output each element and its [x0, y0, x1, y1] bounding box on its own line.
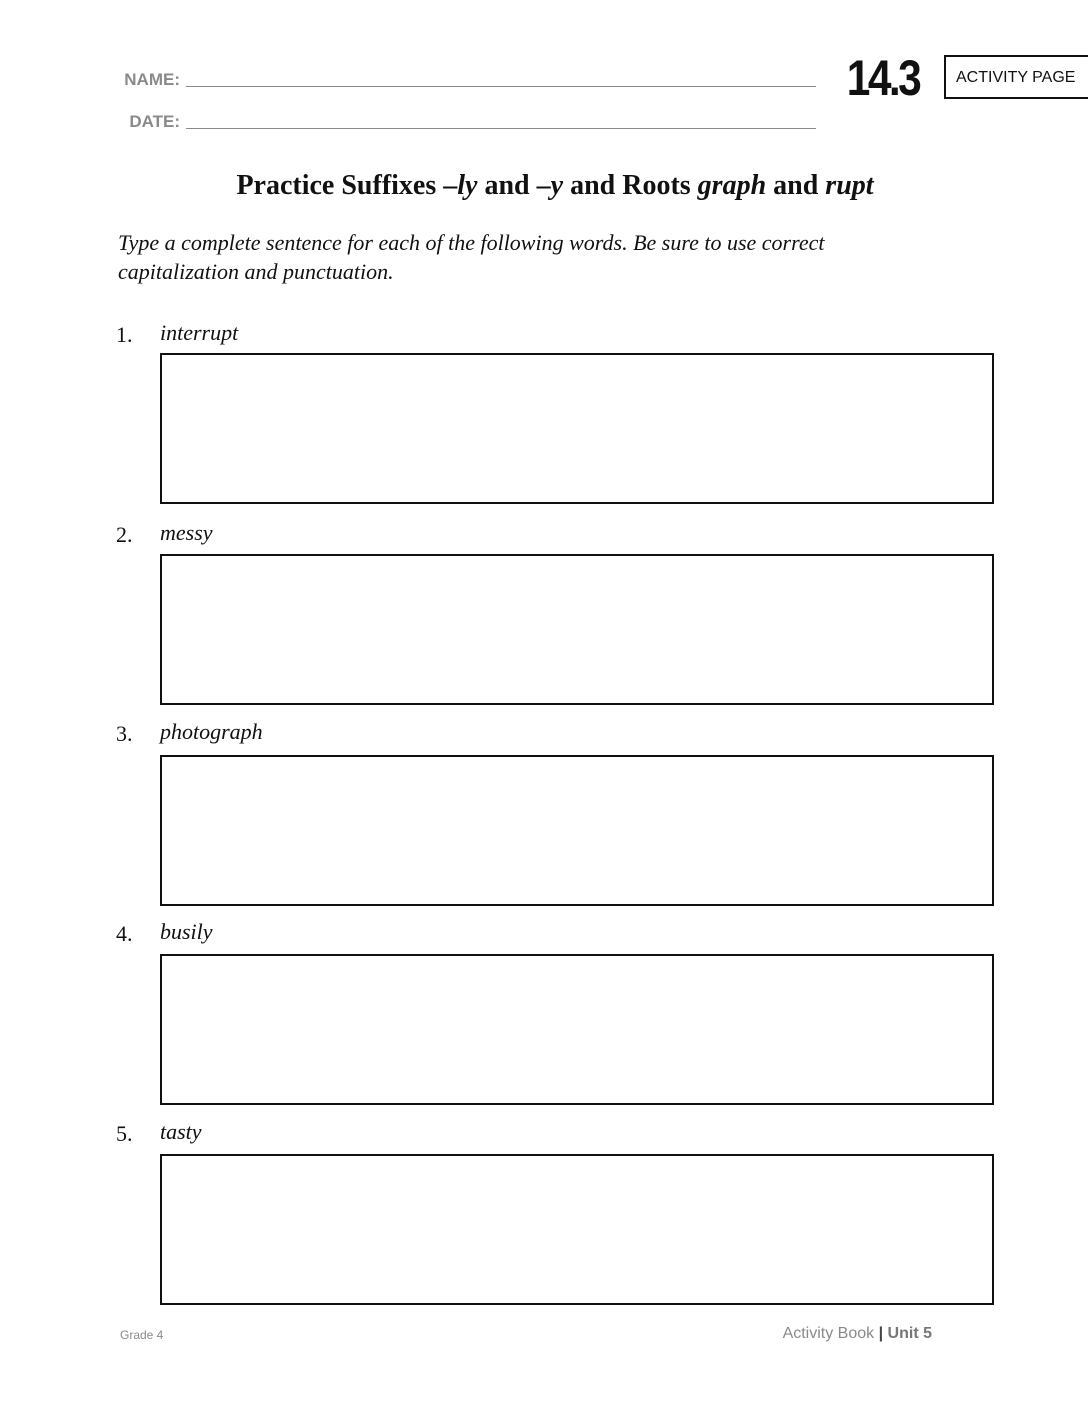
instructions: Type a complete sentence for each of the following words. Be sure to use correct capitalization and punctuation. [118, 230, 825, 284]
item-word: busily [160, 919, 213, 944]
date-label: DATE: [129, 112, 180, 131]
item-number: 3. [116, 721, 133, 746]
title-part: and – [477, 170, 551, 201]
title-root-graph: graph [697, 170, 767, 201]
title-part: Practice Suffixes – [236, 170, 458, 201]
item-number: 2. [116, 522, 133, 547]
title-part: and Roots [563, 170, 698, 201]
footer-grade: Grade 4 [120, 1328, 164, 1342]
activity-page-badge: ACTIVITY PAGE [944, 55, 1088, 99]
footer-book-unit [760, 1325, 932, 1343]
name-field-line[interactable] [186, 86, 816, 87]
answer-box-2[interactable] [160, 554, 994, 705]
item-word: interrupt [160, 320, 239, 345]
title-part: and [766, 170, 826, 201]
answer-box-5[interactable] [160, 1154, 994, 1305]
answer-box-4[interactable] [160, 954, 994, 1105]
answer-box-3[interactable] [160, 755, 994, 906]
title-root-rupt: rupt [825, 170, 874, 201]
item-number: 1. [116, 322, 133, 347]
activity-page-number: 14.3 [846, 50, 920, 106]
name-label: NAME: [124, 70, 180, 89]
footer-separator: | [878, 1325, 884, 1342]
footer-book: Activity Book [782, 1325, 875, 1342]
title-suffix-y: y [550, 170, 564, 201]
title-suffix-ly: ly [457, 170, 478, 201]
answer-box-1[interactable] [160, 353, 994, 504]
page-title [0, 170, 1088, 202]
date-field-line[interactable] [186, 128, 816, 129]
item-number: 4. [116, 921, 133, 946]
item-word: messy [160, 520, 213, 545]
item-word: tasty [160, 1119, 202, 1144]
item-word: photograph [160, 719, 263, 744]
footer-unit: Unit 5 [887, 1325, 932, 1342]
item-number: 5. [116, 1121, 133, 1146]
